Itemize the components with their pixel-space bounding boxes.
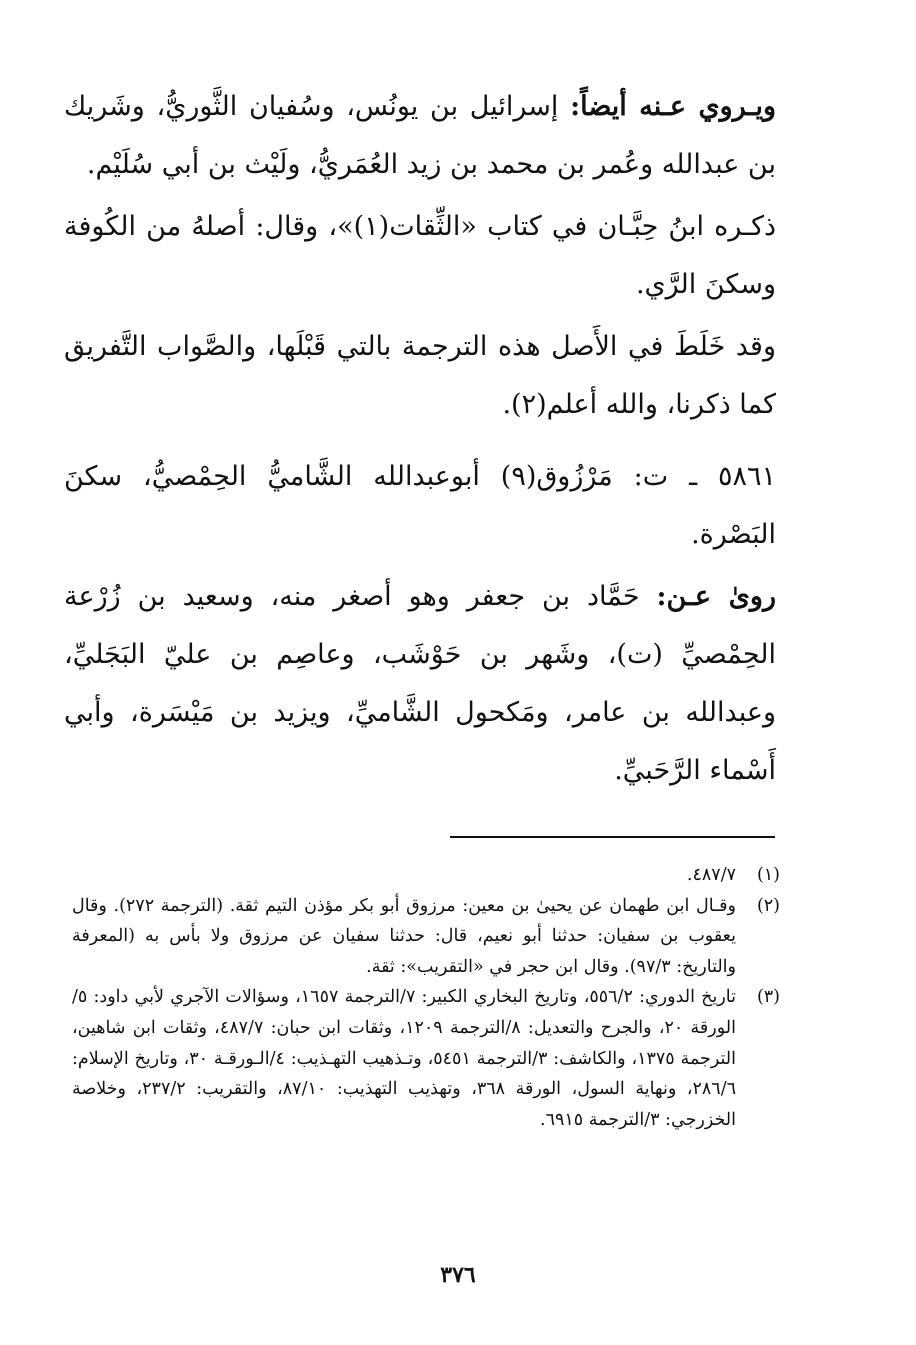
main-text [64,78,776,804]
footnote-divider [450,836,775,838]
footnote-text: وقـال ابن طهمان عن يحيىٰ بن معين: مرزوق أبو بكر مؤذن التيم ثقة. (الترجمة ٢٧٢). وقال يعقوب بن سفيان: حدثنا أبو نعيم، قال: حدثنا سفيان عن مرزوق ولا بأس به (المعرفة والتاريخ: ٩٧/٣). وقال ابن حجر في «التقريب»: ثقة. [72,895,736,977]
entry-heading: ٥٨٦١ ـ ت: مَرْزُوق(٩) أبوعبدالله الشَّاميُّ الحِمْصيُّ، سكنَ البَصْرة. [64,461,776,550]
page-number: ٣٧٦ [440,1262,476,1288]
footnote [72,860,780,891]
footnote-number: (٣) [756,987,780,1008]
footnote-text: ٤٨٧/٧. [686,865,736,885]
footnote [72,891,780,983]
footnote-number: (٢) [756,895,780,916]
paragraph-narrated-from [64,568,776,800]
footnotes [72,860,780,1135]
paragraph-lead: ويـروي عـنه أيضاً: [570,91,776,122]
paragraph-body: إسرائيل بن يونُس، وسُفيان الثَّوريُّ، وشَريك بن عبدالله وعُمر بن محمد بن زيد العُمَريُّ، ولَيْث بن أبي سُلَيْم. [64,91,776,180]
paragraph-ibn-hibban: ذكـره ابنُ حِبَّـان في كتاب «الثِّقات(١)»، وقال: أصلهُ من الكُوفة وسكنَ الرَّي. [64,211,777,300]
footnote [72,982,780,1135]
paragraph-narrated-also [64,78,776,194]
paragraph-body: حَمَّاد بن جعفر وهو أصغر منه، وسعيد بن زُرْعة الحِمْصيِّ (ت)، وشَهر بن حَوْشَب، وعاصِم بن عليّ البَجَليِّ، وعبدالله بن عامر، ومَكحول الشَّاميِّ، ويزيد بن مَيْسَرة، وأبي أَسْماء الرَّحَبيِّ. [64,581,776,786]
footnote-number: (١) [756,865,780,885]
paragraph-correction: وقد خَلَطَ في الأَصل هذه الترجمة بالتي قَبْلَها، والصَّواب التَّفريق كما ذكرنا، والله أعلم(٢). [64,331,776,420]
footnote-text: تاريخ الدوري: ٥٥٦/٢، وتاريخ البخاري الكبير: ٧/الترجمة ١٦٥٧، وسؤالات الآجري لأبي داود: ٥/الورقة ٢٠، والجرح والتعديل: ٨/الترجمة ١٢٠٩، وثقات ابن حبان: ٤٨٧/٧، وثقات ابن شاهين، الترجمة ١٣٧٥، والكاشف: ٣/الترجمة ٥٤٥١، وتـذهيب التهـذيب: ٤/الـورقـة ٣٠، وتاريخ الإسلام: ٢٨٦/٦، ونهاية السول، الورقة ٣٦٨، وتهذيب التهذيب: ٨٧/١٠، والتقريب: ٢٣٧/٢، وخلاصة الخزرجي: ٣/الترجمة ٦٩١٥. [72,987,737,1130]
paragraph-lead: روىٰ عـن: [656,581,776,612]
